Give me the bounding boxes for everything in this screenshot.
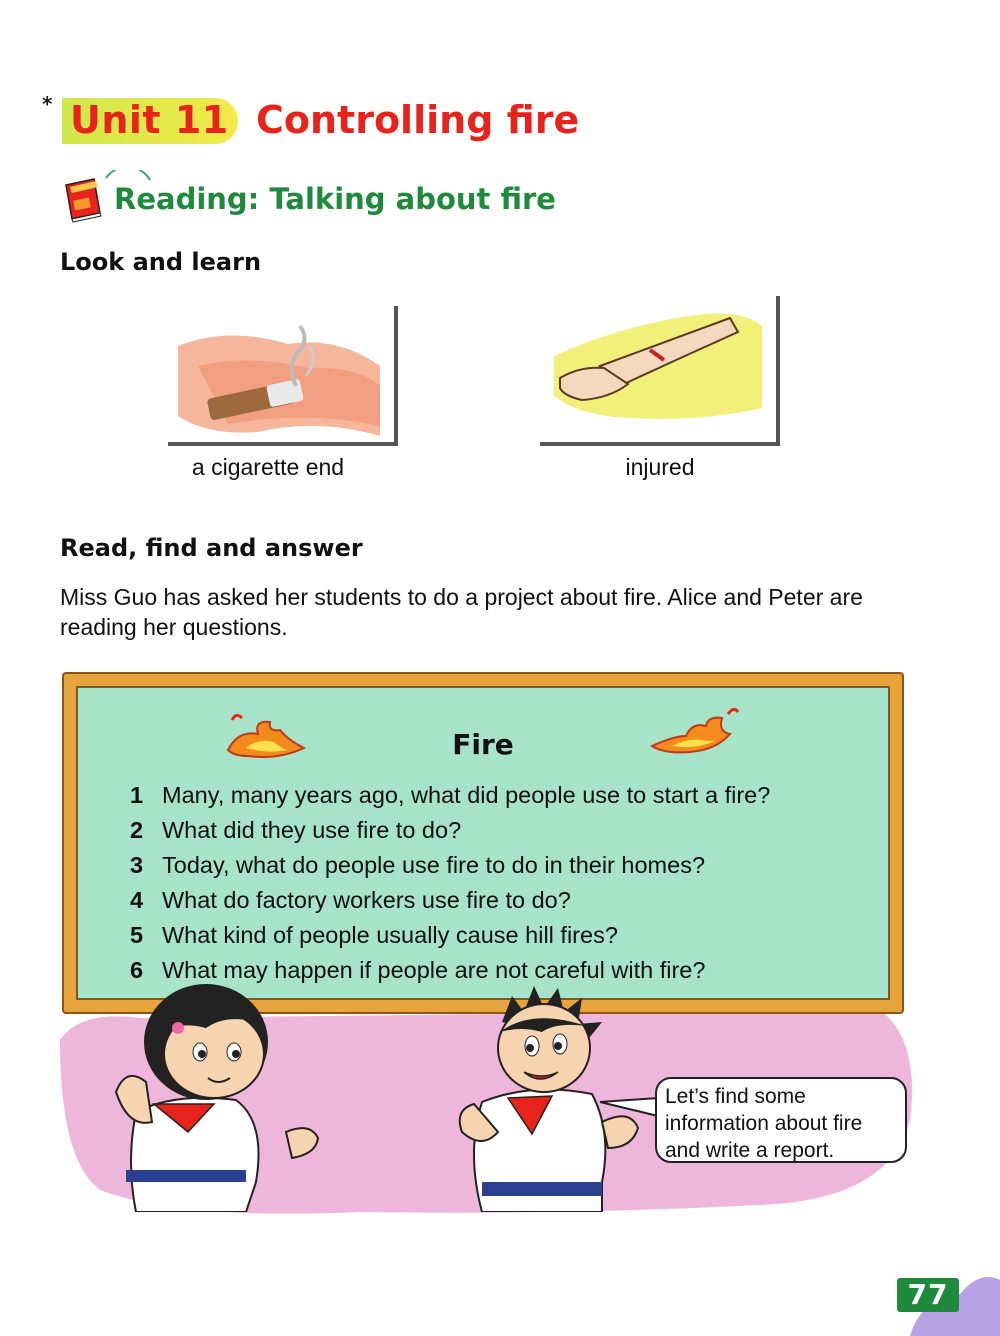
list-item [130,817,770,852]
list-item [130,887,770,922]
question-text: What did they use fire to do? [162,817,462,843]
reading-title: Reading: Talking about fire [114,182,556,216]
unit-label: Unit 11 [70,98,229,142]
page-number: 77 [907,1278,949,1311]
injured-arm-illustration [540,296,776,442]
question-text: Many, many years ago, what did people use to start a fire? [162,782,771,808]
injured-picture [540,296,780,446]
list-item [130,922,770,957]
alice-illustration [96,982,336,1212]
chalkboard-surface [76,686,890,1000]
speech-line: Let’s find some [665,1085,806,1108]
intro-paragraph: Miss Guo has asked her students to do a project about fire. Alice and Peter are reading her questions. [60,584,863,640]
question-text: What do factory workers use fire to do? [162,887,571,913]
question-number: 5 [130,922,144,948]
chalkboard [62,672,904,1014]
read-find-answer-heading: Read, find and answer [60,534,363,562]
question-number: 4 [130,887,144,913]
question-text: Today, what do people use fire to do in their homes? [162,852,706,878]
caption-cigarette-end: a cigarette end [191,454,345,480]
speech-bubble [655,1077,907,1163]
question-number: 2 [130,817,144,843]
speech-bubble-tail [598,1094,660,1122]
question-number: 6 [130,957,144,983]
caption-injured: injured [625,454,695,480]
cigarette-end-picture [168,306,398,446]
question-text: What kind of people usually cause hill fires? [162,922,618,948]
board-title: Fire [452,728,514,761]
list-item [130,852,770,887]
speech-line: information about fire [665,1112,863,1135]
cigarette-end-illustration [168,306,394,442]
question-text: What may happen if people are not careful with fire? [162,957,706,983]
asterisk-mark: * [42,92,53,116]
list-item [130,782,770,817]
question-number: 3 [130,852,144,878]
speech-line: and write a report. [665,1139,835,1162]
question-list [130,782,770,992]
question-number: 1 [130,782,144,808]
look-and-learn-heading: Look and learn [60,248,262,276]
unit-title: Controlling fire [256,98,580,142]
